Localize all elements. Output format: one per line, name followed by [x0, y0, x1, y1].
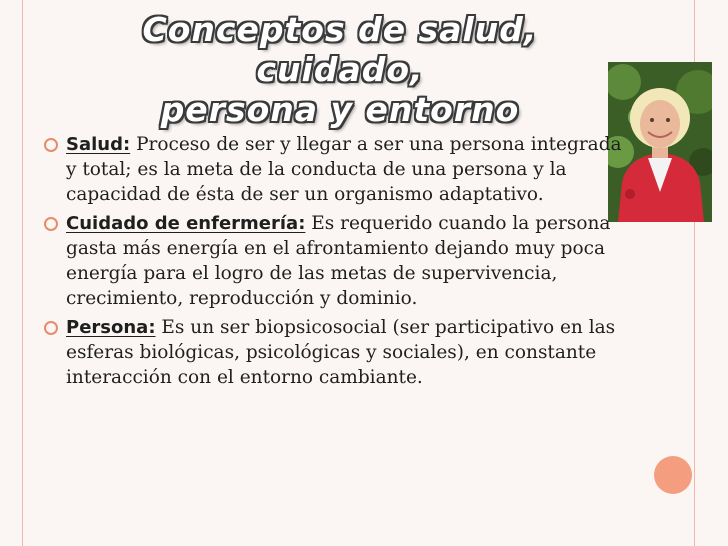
bullet-cuidado [44, 211, 624, 311]
term-label: Cuidado de enfermería: [66, 213, 306, 234]
definition-text: Es requerido cuando la persona gasta más energía en el afrontamiento dejando muy poca energía para el logro de las metas de supervivencia, crecimiento, reproducción y dominio. [66, 213, 611, 309]
decorative-circle [654, 456, 692, 494]
bullet-salud [44, 132, 624, 207]
circle-bullet-icon [44, 321, 58, 335]
definition-text: Es un ser biopsicosocial (ser participativo en las esferas biológicas, psicológicas y sociales), en constante interacción con el entorno cambiante. [66, 317, 616, 388]
circle-bullet-icon [44, 217, 58, 231]
term-label: Salud: [66, 134, 131, 155]
definition-text: Proceso de ser y llegar a ser una persona integrada y total; es la meta de la conducta de una persona y la capacidad de ésta de ser un organismo adaptativo. [66, 134, 622, 205]
term-label: Persona: [66, 317, 156, 338]
title-line-2: persona y entorno [160, 90, 520, 129]
circle-bullet-icon [44, 138, 58, 152]
title-line-1: Conceptos de salud, cuidado, [142, 10, 538, 89]
bullet-persona [44, 315, 624, 390]
slide-title [70, 10, 610, 130]
bullet-list [44, 132, 624, 394]
